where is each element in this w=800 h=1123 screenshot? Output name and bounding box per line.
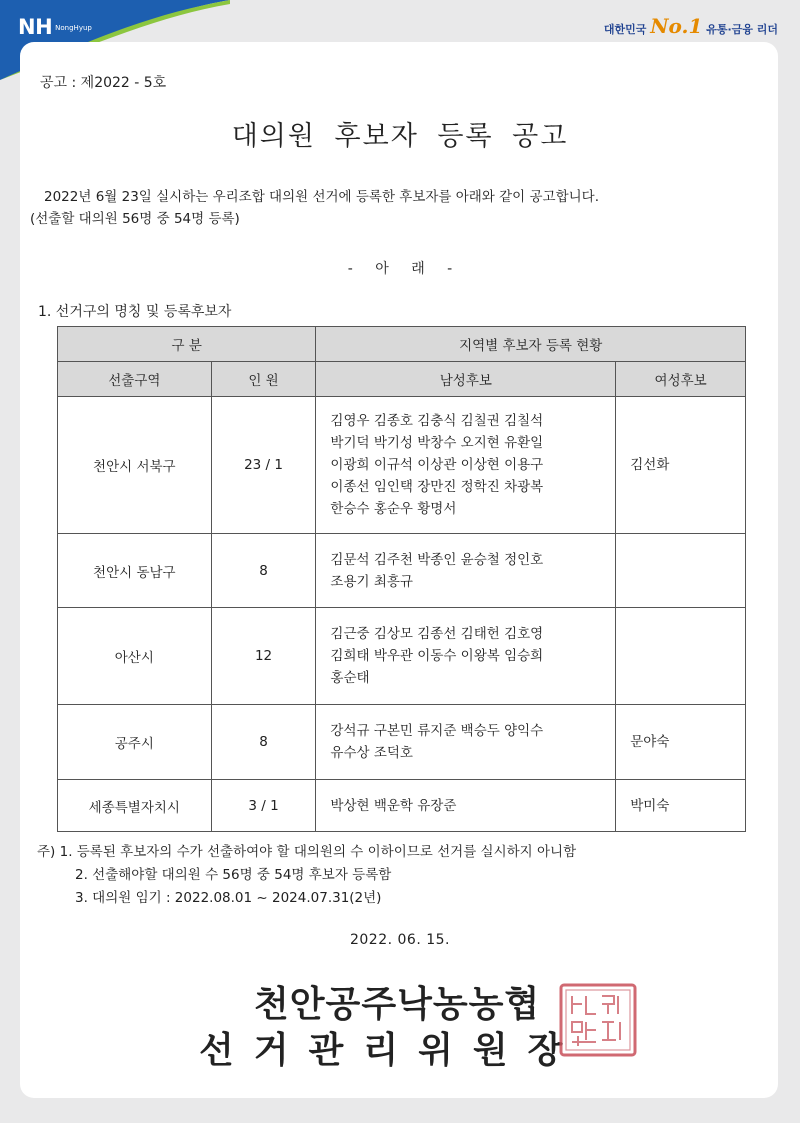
female-candidates-cell: 박미숙 (616, 780, 746, 832)
note-line-2: 2. 선출해야할 대의원 수 56명 중 54명 후보자 등록함 (75, 867, 392, 883)
male-candidates-cell (316, 608, 616, 705)
candidate-line: 김문석 김주천 박종인 윤승철 정인호 (330, 551, 544, 568)
candidate-line: 박기덕 박기성 박창수 오지현 유환일 (330, 435, 544, 451)
table-row (58, 397, 746, 534)
candidate-line: 유수상 조덕호 (330, 745, 413, 761)
candidate-line: 김희태 박우관 이동수 이왕복 임승희 (330, 648, 544, 664)
candidate-line: 한승수 홍순우 황명서 (330, 501, 457, 517)
candidate-table (57, 326, 746, 832)
notice-number: 공고 : 제2022 - 5호 (40, 75, 167, 91)
table-row (58, 705, 746, 780)
male-candidates-cell (316, 780, 616, 832)
document-title: 대의원 후보자 등록 공고 (231, 121, 569, 152)
slogan-post: 유통·금융 리더 (706, 23, 778, 36)
female-candidates-cell (616, 534, 746, 608)
committee-chair: 선거관리위원장 (199, 1030, 583, 1071)
candidate-line: 강석규 구본민 류지준 백승두 양익수 (330, 723, 544, 739)
intro-paragraph (30, 186, 599, 230)
nh-logo (18, 15, 92, 39)
count-cell: 8 (211, 705, 316, 780)
intro-line-1: 2022년 6월 23일 실시하는 우리조합 대의원 선거에 등록한 후보자를 아래와 같이 공고합니다. (44, 189, 600, 205)
candidate-line: 김영우 김종호 김충식 김칠권 김칠석 (330, 413, 544, 429)
count-cell: 12 (211, 608, 316, 705)
district-cell: 아산시 (58, 608, 212, 705)
candidate-line: 김근중 김상모 김종선 김태헌 김호영 (330, 626, 544, 642)
count-cell: 3 / 1 (211, 780, 316, 832)
notes (37, 841, 576, 910)
header-category: 구 분 (58, 327, 316, 362)
notice-date: 2022. 06. 15. (349, 932, 450, 948)
count-cell: 8 (211, 534, 316, 608)
female-candidates-cell: 문야숙 (616, 705, 746, 780)
district-cell: 천안시 서북구 (58, 397, 212, 534)
logo-subtext: NongHyup (55, 24, 92, 32)
table-row (58, 608, 746, 705)
district-cell: 세종특별자치시 (58, 780, 212, 832)
male-candidates-cell (316, 705, 616, 780)
header-count: 인 원 (211, 362, 316, 397)
note-line-1: 주) 1. 등록된 후보자의 수가 선출하여야 할 대의원의 수 이하이므로 선거를 실시하지 아니함 (37, 844, 577, 860)
district-cell: 공주시 (58, 705, 212, 780)
slogan-no1: No.1 (650, 14, 703, 38)
intro-line-2: (선출할 대의원 56명 중 54명 등록) (30, 211, 240, 227)
male-candidates-cell (316, 534, 616, 608)
female-candidates-cell (616, 608, 746, 705)
official-seal (558, 982, 638, 1058)
header-district: 선출구역 (58, 362, 212, 397)
female-candidates-cell: 김선화 (616, 397, 746, 534)
table-row (58, 780, 746, 832)
table-row (58, 534, 746, 608)
candidate-line: 이광희 이규석 이상관 이상현 이용구 (330, 457, 544, 473)
table-header-row-1 (58, 327, 746, 362)
slogan (604, 14, 778, 38)
header-status: 지역별 후보자 등록 현황 (316, 327, 746, 362)
section-title: 1. 선거구의 명칭 및 등록후보자 (38, 304, 232, 320)
candidate-line: 조용기 최흥규 (330, 573, 413, 590)
slogan-pre: 대한민국 (603, 23, 647, 36)
logo-text: NH (18, 15, 53, 39)
header-female: 여성후보 (616, 362, 746, 397)
candidate-line: 박상현 백운학 유장준 (330, 797, 457, 814)
organization-name: 천안공주낙농농협 (254, 984, 541, 1025)
male-candidates-cell (316, 397, 616, 534)
header-male: 남성후보 (316, 362, 616, 397)
district-cell: 천안시 동남구 (58, 534, 212, 608)
candidate-line: 이종선 임인택 장만진 정학진 차광복 (330, 479, 544, 495)
count-cell: 23 / 1 (211, 397, 316, 534)
ahrae-heading: - 아 래 - (347, 261, 453, 277)
note-line-3: 3. 대의원 임기 : 2022.08.01 ~ 2024.07.31(2년) (75, 890, 382, 906)
candidate-line: 홍순태 (330, 670, 370, 686)
table-header-row-2 (58, 362, 746, 397)
